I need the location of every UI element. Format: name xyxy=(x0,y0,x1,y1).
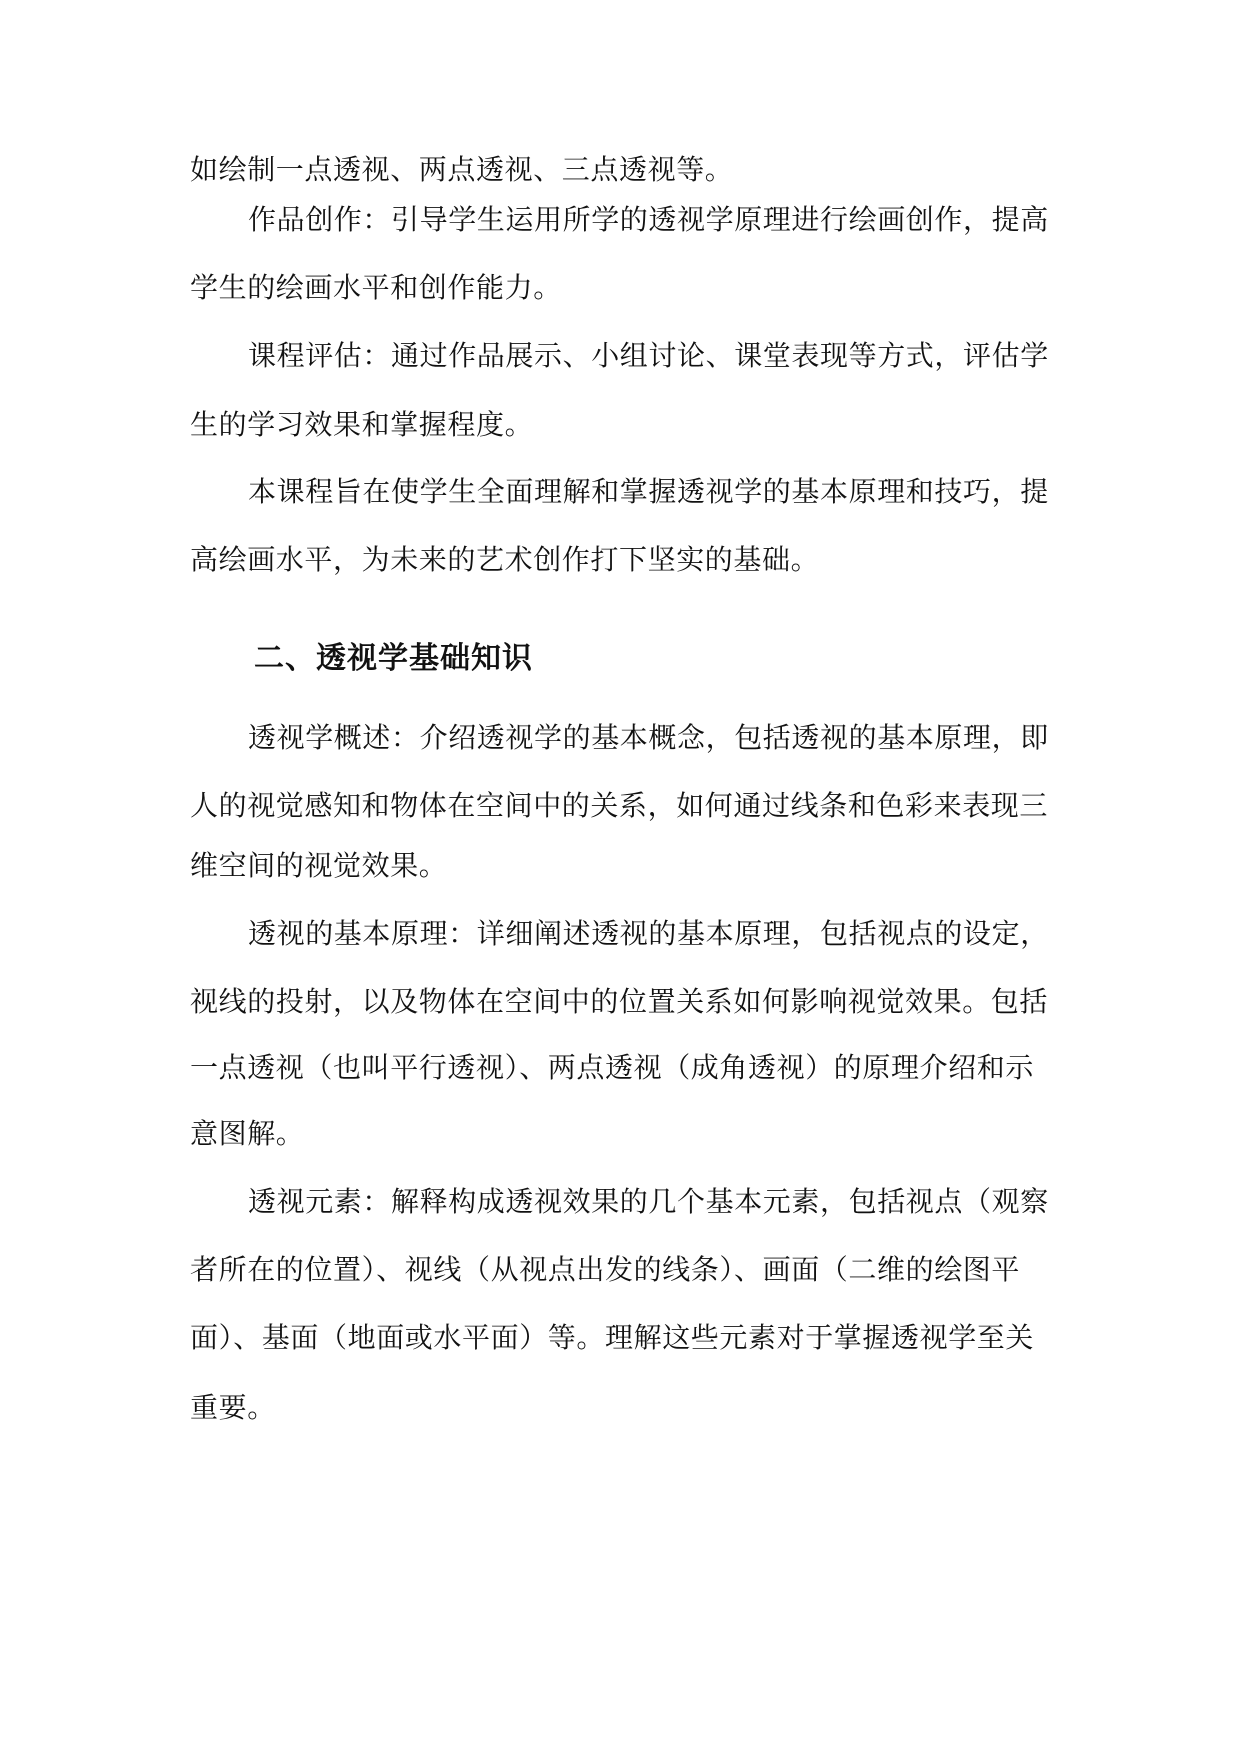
paragraph-line: 人的视觉感知和物体在空间中的关系，如何通过线条和色彩来表现三 xyxy=(190,789,1049,822)
paragraph-line: 透视学概述：介绍透视学的基本概念，包括透视的基本原理，即 xyxy=(248,721,1049,754)
paragraph-line: 一点透视（也叫平行透视）、两点透视（成角透视）的原理介绍和示 xyxy=(190,1051,1035,1084)
paragraph-line: 视线的投射，以及物体在空间中的位置关系如何影响视觉效果。包括 xyxy=(190,985,1049,1018)
paragraph-line: 作品创作：引导学生运用所学的透视学原理进行绘画创作，提高 xyxy=(248,203,1049,236)
paragraph-line: 如绘制一点透视、两点透视、三点透视等。 xyxy=(190,153,734,186)
paragraph-line: 者所在的位置）、视线（从视点出发的线条）、画面（二维的绘图平 xyxy=(190,1253,1021,1286)
section-heading: 二、透视学基础知识 xyxy=(254,641,533,676)
paragraph-line: 课程评估：通过作品展示、小组讨论、课堂表现等方式，评估学 xyxy=(248,339,1049,372)
paragraph-line: 面）、基面（地面或水平面）等。理解这些元素对于掌握透视学至关 xyxy=(190,1321,1035,1354)
paragraph-line: 重要。 xyxy=(190,1391,276,1424)
paragraph-line: 维空间的视觉效果。 xyxy=(190,849,448,882)
paragraph-line: 透视的基本原理：详细阐述透视的基本原理，包括视点的设定， xyxy=(248,917,1049,950)
paragraph-line: 本课程旨在使学生全面理解和掌握透视学的基本原理和技巧，提 xyxy=(248,475,1049,508)
paragraph-line: 意图解。 xyxy=(190,1117,305,1150)
paragraph-line: 学生的绘画水平和创作能力。 xyxy=(190,271,562,304)
paragraph-line: 生的学习效果和掌握程度。 xyxy=(190,408,534,441)
paragraph-line: 透视元素：解释构成透视效果的几个基本元素，包括视点（观察 xyxy=(248,1185,1049,1218)
paragraph-line: 高绘画水平，为未来的艺术创作打下坚实的基础。 xyxy=(190,543,820,576)
